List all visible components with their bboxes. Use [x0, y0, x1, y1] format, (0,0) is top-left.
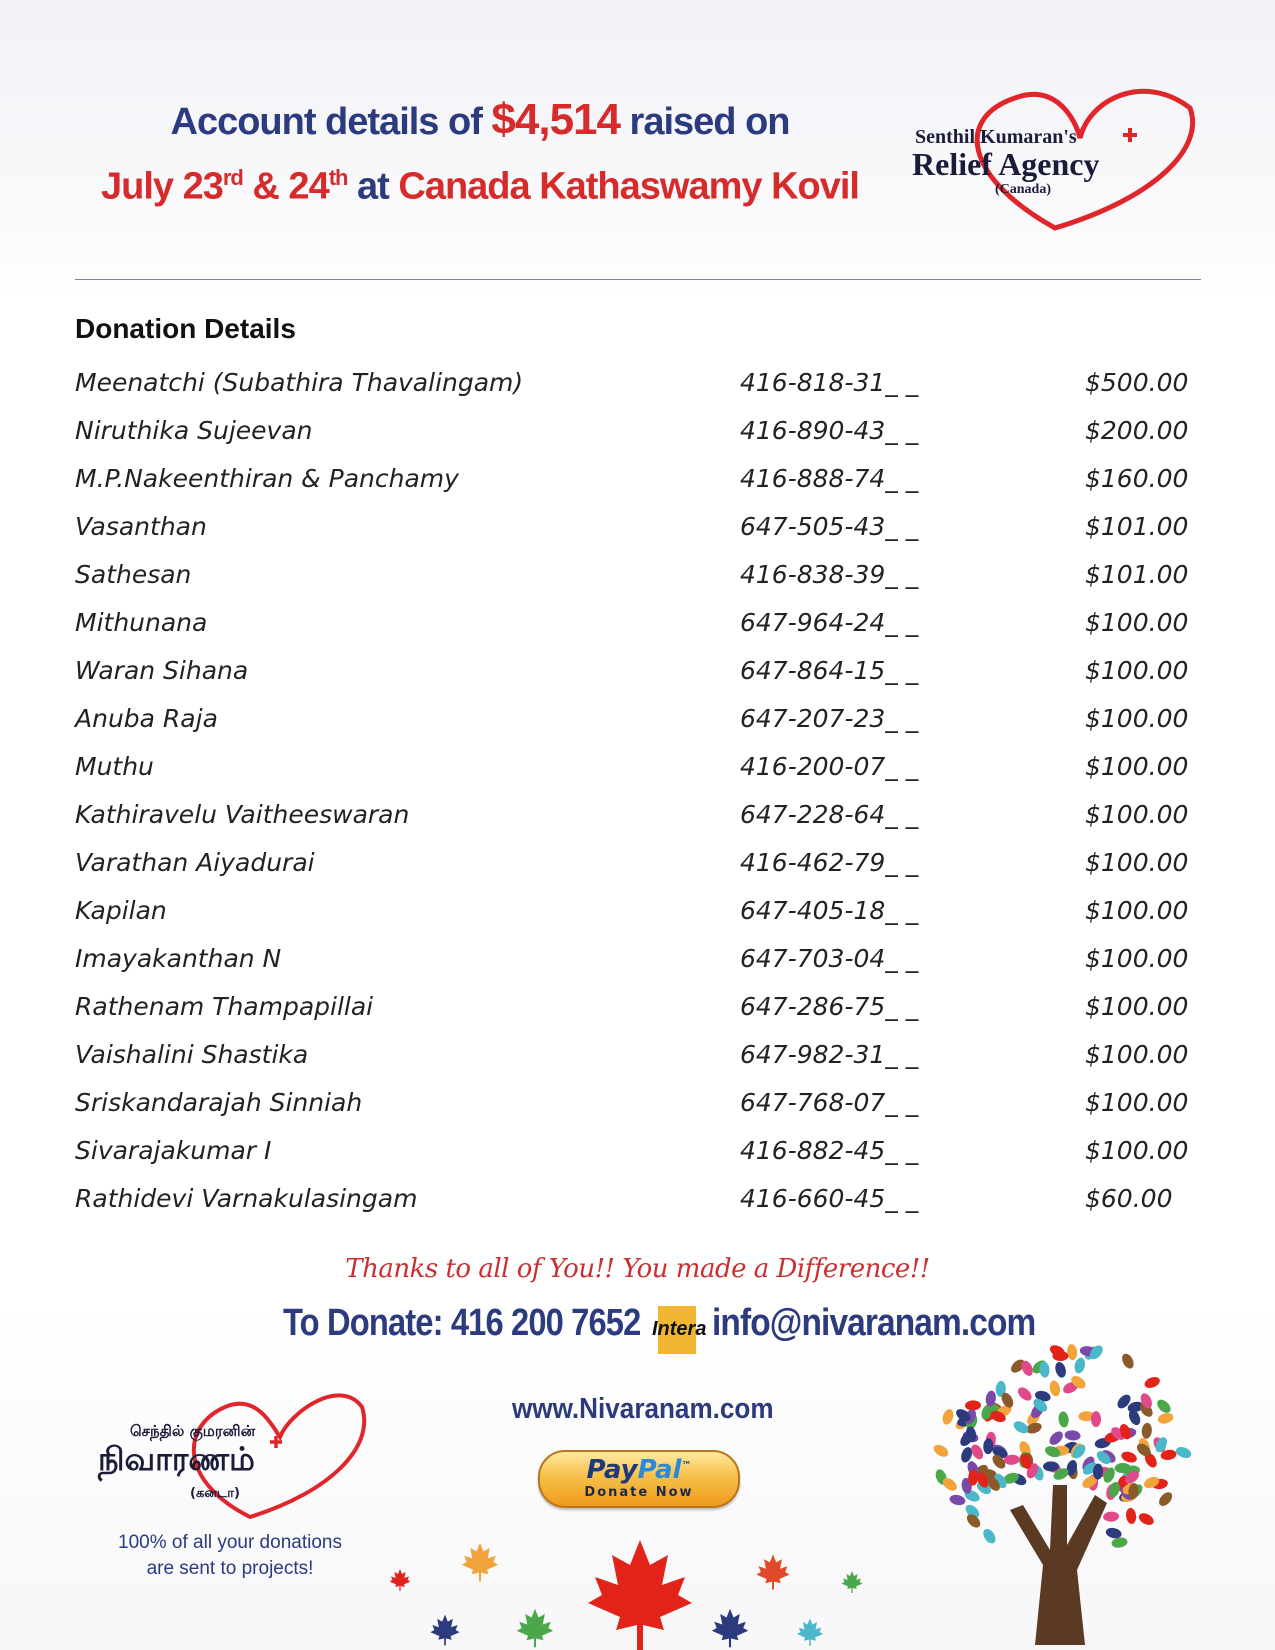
hand-print-icon [1120, 1450, 1138, 1465]
donor-phone: 647-982-31_ _ [740, 1040, 919, 1069]
donor-name: Mithunana [75, 608, 208, 637]
donor-name: Rathenam Thampapillai [75, 992, 374, 1021]
donor-phone: 647-964-24_ _ [740, 608, 919, 637]
date-b-suffix: th [328, 165, 348, 190]
donor-phone: 416-890-43_ _ [740, 416, 919, 445]
donate-phone: To Donate: 416 200 7652 [283, 1302, 641, 1344]
donation-amount: $100.00 [1085, 992, 1189, 1021]
hand-print-icon [949, 1493, 967, 1506]
logo-line-1: Senthil Kumaran's [915, 126, 1077, 148]
hand-print-icon [1174, 1445, 1193, 1460]
donor-phone: 416-660-45_ _ [740, 1184, 919, 1213]
donor-phone: 647-505-43_ _ [740, 512, 919, 541]
donor-phone: 647-286-75_ _ [740, 992, 919, 1021]
donor-name: Vasanthan [75, 512, 207, 541]
donation-amount: $101.00 [1085, 560, 1189, 589]
donation-amount: $100.00 [1085, 1088, 1189, 1117]
table-row [0, 1082, 1275, 1130]
donor-name: Sathesan [75, 560, 192, 589]
table-row [0, 602, 1275, 650]
donation-amount: $100.00 [1085, 800, 1189, 829]
donor-name: Imayakanthan N [75, 944, 282, 973]
tagline [110, 1530, 350, 1582]
donation-amount: $100.00 [1085, 704, 1189, 733]
donor-name: Kathiravelu Vaitheeswaran [75, 800, 410, 829]
hand-print-icon [1048, 1379, 1061, 1397]
hands-tree-icon [915, 1335, 1205, 1645]
headline-line-2 [0, 165, 960, 209]
donation-amount: $100.00 [1085, 848, 1189, 877]
headline-at: at [347, 165, 399, 208]
hand-print-icon [1143, 1375, 1162, 1390]
donor-name: Sivarajakumar I [75, 1136, 272, 1165]
donation-amount: $100.00 [1085, 944, 1189, 973]
table-row [0, 554, 1275, 602]
paypal-donate-button[interactable] [538, 1450, 740, 1508]
donation-amount: $60.00 [1085, 1184, 1173, 1213]
donor-name: M.P.Nakeenthiran & Panchamy [75, 464, 459, 493]
hand-print-icon [1111, 1536, 1128, 1549]
website-link[interactable]: www.Nivaranam.com [512, 1393, 774, 1425]
donor-phone: 647-703-04_ _ [740, 944, 919, 973]
hand-print-icon [1054, 1361, 1068, 1379]
headline-prefix: Account details of [170, 101, 492, 143]
donor-phone: 416-888-74_ _ [740, 464, 919, 493]
donor-phone: 647-405-18_ _ [740, 896, 919, 925]
thanks-message: Thanks to all of You!! You made a Difference!! [345, 1254, 930, 1284]
table-row [0, 410, 1275, 458]
relief-agency-logo [905, 78, 1205, 238]
interac-icon [652, 1306, 707, 1354]
table-row [0, 986, 1275, 1034]
donor-name: Sriskandarajah Sinniah [75, 1088, 363, 1117]
logo-line-2: Relief Agency [912, 146, 1100, 182]
hand-print-icon [1073, 1357, 1086, 1375]
donation-amount: $101.00 [1085, 512, 1189, 541]
hand-print-icon [941, 1408, 955, 1426]
donor-phone: 647-864-15_ _ [740, 656, 919, 685]
logo-tamil-line-3: (கனடா) [190, 1486, 240, 1501]
hand-print-icon [1066, 1344, 1078, 1361]
donation-amount: $100.00 [1085, 656, 1189, 685]
hand-print-icon [1141, 1422, 1153, 1439]
hand-print-icon [1137, 1511, 1156, 1528]
hand-print-icon [1157, 1411, 1175, 1425]
hand-print-icon [1047, 1429, 1065, 1447]
donor-name: Rathidevi Varnakulasingam [75, 1184, 418, 1213]
donor-name: Anuba Raja [75, 704, 218, 733]
donor-phone: 416-200-07_ _ [740, 752, 919, 781]
donor-name: Muthu [75, 752, 154, 781]
hand-print-icon [981, 1527, 998, 1546]
donor-name: Varathan Aiyadurai [75, 848, 315, 877]
hand-print-icon [932, 1442, 951, 1459]
donor-phone: 647-768-07_ _ [740, 1088, 919, 1117]
donation-amount: $100.00 [1085, 896, 1189, 925]
hand-print-icon [1091, 1411, 1101, 1427]
logo-tamil-line-1: செந்தில் குமரனின் [130, 1422, 256, 1440]
donor-name: Meenatchi (Subathira Thavalingam) [75, 368, 524, 397]
table-row [0, 938, 1275, 986]
raised-amount: $4,514 [491, 95, 620, 144]
hand-print-icon [1157, 1490, 1175, 1509]
email-link[interactable]: info@nivaranam.com [712, 1302, 1036, 1344]
donation-table [0, 362, 1275, 1226]
hand-print-icon [1127, 1408, 1143, 1427]
donor-phone: 416-462-79_ _ [740, 848, 919, 877]
tagline-line-1: 100% of all your donations [118, 1532, 342, 1553]
donor-phone: 416-882-45_ _ [740, 1136, 919, 1165]
donation-amount: $500.00 [1085, 368, 1189, 397]
paypal-brand-a: Pay [586, 1455, 638, 1485]
donor-phone: 647-207-23_ _ [740, 704, 919, 733]
venue: Canada Kathaswamy Kovil [398, 165, 859, 208]
donation-amount: $100.00 [1085, 1040, 1189, 1069]
nivaranam-logo [90, 1382, 370, 1522]
table-row [0, 794, 1275, 842]
paypal-brand-b: Pal [637, 1455, 682, 1485]
donation-amount: $100.00 [1085, 1136, 1189, 1165]
hand-print-icon [1058, 1411, 1070, 1428]
table-row [0, 890, 1275, 938]
table-row [0, 1034, 1275, 1082]
hand-print-icon [1103, 1511, 1120, 1522]
donation-amount: $200.00 [1085, 416, 1189, 445]
paypal-logo [540, 1455, 738, 1485]
maple-leaf-icon [588, 1540, 692, 1650]
interac-text: Intera [652, 1318, 707, 1340]
donor-name: Niruthika Sujeevan [75, 416, 313, 445]
table-row [0, 650, 1275, 698]
hand-print-icon [1016, 1385, 1035, 1403]
donor-name: Kapilan [75, 896, 167, 925]
donation-amount: $100.00 [1085, 752, 1189, 781]
table-row [0, 362, 1275, 410]
date-a-suffix: rd [222, 165, 243, 190]
table-row [0, 1178, 1275, 1226]
table-row [0, 842, 1275, 890]
table-row [0, 506, 1275, 554]
tagline-line-2: are sent to projects! [146, 1558, 314, 1579]
hand-print-icon [1064, 1430, 1081, 1442]
donor-name: Waran Sihana [75, 656, 249, 685]
hand-print-icon [1120, 1352, 1136, 1371]
donation-amount: $100.00 [1085, 608, 1189, 637]
table-row [0, 746, 1275, 794]
date-b: & 24 [242, 165, 329, 208]
donor-phone: 416-838-39_ _ [740, 560, 919, 589]
table-row [0, 1130, 1275, 1178]
donation-amount: $160.00 [1085, 464, 1189, 493]
donor-phone: 416-818-31_ _ [740, 368, 919, 397]
paypal-action-label: Donate Now [584, 1485, 694, 1500]
hand-print-icon [1125, 1507, 1137, 1524]
header-divider [75, 279, 1201, 280]
maple-leaves-icon [370, 1520, 890, 1650]
logo-tamil-line-2: நிவாரணம் [98, 1440, 255, 1478]
paypal-tm: ™ [681, 1460, 692, 1472]
date-a: July 23 [101, 165, 223, 208]
donor-phone: 647-228-64_ _ [740, 800, 919, 829]
section-title: Donation Details [75, 313, 296, 344]
hand-print-icon [1155, 1397, 1173, 1415]
headline-suffix: raised on [620, 101, 790, 143]
hand-print-icon [965, 1400, 981, 1411]
donor-name: Vaishalini Shastika [75, 1040, 309, 1069]
headline-line-1 [0, 95, 960, 145]
table-row [0, 458, 1275, 506]
logo-line-3: (Canada) [995, 182, 1052, 197]
table-row [0, 698, 1275, 746]
